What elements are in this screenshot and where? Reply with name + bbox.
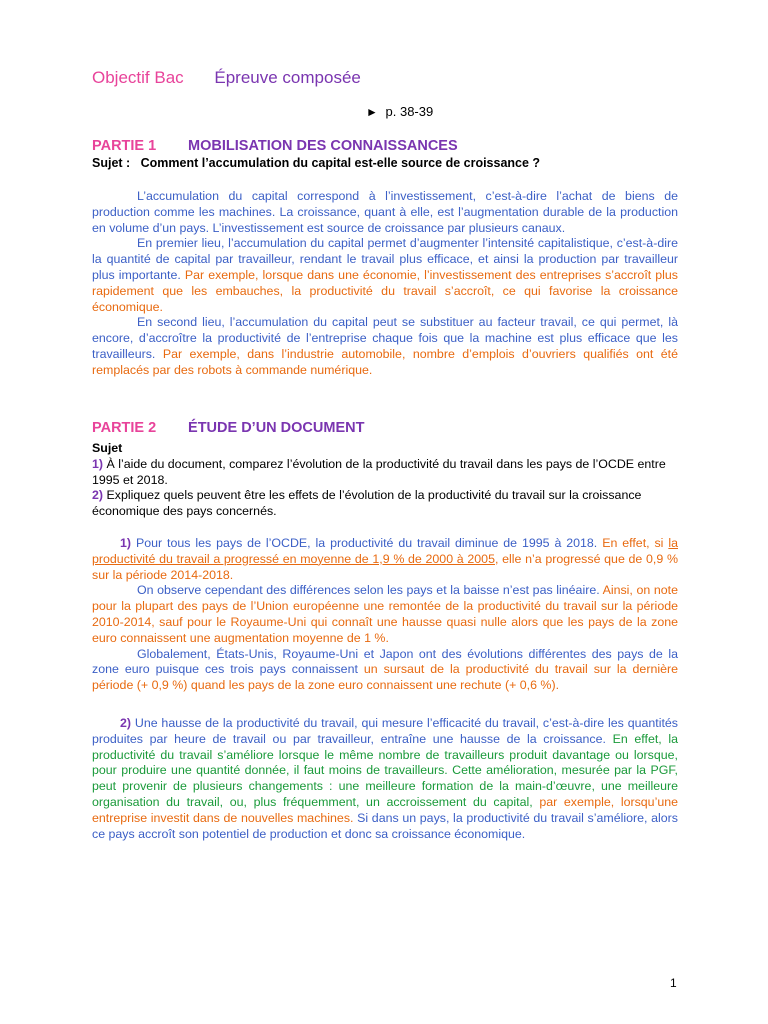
part2-heading bbox=[92, 420, 364, 436]
part1-p3-orange: Par exemple, dans l’industrie automobile, nombre d’emplois d’ouvriers qualifiés ont été remplacés par des robots à commande numérique. bbox=[92, 346, 678, 377]
answer-1 bbox=[92, 536, 678, 694]
objectif-bac-title: Objectif Bac bbox=[92, 68, 184, 87]
part1-subject bbox=[92, 156, 540, 170]
question-2-number: 2) bbox=[92, 488, 104, 503]
part1-p2-orange: Par exemple, lorsque dans une économie, l’investissement des entreprises s’accroît plus rapidement que les embauches, la productivité du travail s’accroît, ce qui favorise la croissance économique. bbox=[92, 267, 679, 314]
part1-paragraph-2 bbox=[92, 236, 678, 315]
part1-p2-blue: En premier lieu, l’accumulation du capital permet d’augmenter l’intensité capitalistique, c’est-à-dire la quantité de capital par travailleur, rendant le travail plus efficace, et ainsi la production par travailleur plus importante. bbox=[92, 236, 678, 282]
part1-heading bbox=[92, 138, 458, 154]
answer-2 bbox=[92, 716, 678, 842]
page-reference bbox=[366, 104, 433, 119]
question-1 bbox=[92, 457, 678, 489]
answer-1-p3-blue: Globalement, États-Unis, Royaume-Uni et Japon ont des évolutions différentes des pays de la zone euro puisque ces trois pays connaissent bbox=[92, 646, 678, 677]
question-1-number: 1) bbox=[92, 456, 104, 471]
part2-subject-label: Sujet bbox=[92, 441, 123, 455]
part1-paragraph-3 bbox=[92, 315, 678, 378]
answer-2-orange: par exemple, lorsqu’une entreprise investit dans de nouvelles machines. bbox=[92, 794, 678, 825]
answer-1-blue: Pour tous les pays de l’OCDE, la productivité du travail diminue de 1995 à 2018. bbox=[135, 536, 598, 550]
answer-1-paragraph-1 bbox=[92, 536, 678, 583]
answer-2-blue-2: Si dans un pays, la productivité du travail s’améliore, alors ce pays accroît son potentiel de production et donc sa croissance économique. bbox=[92, 810, 678, 841]
answer-1-orange: En effet, si bbox=[602, 536, 664, 550]
question-2-text: Expliquez quels peuvent être les effets de l’évolution de la productivité du travail sur la croissance économique des pays concernés. bbox=[92, 488, 642, 519]
answer-1-number: 1) bbox=[120, 536, 132, 550]
page-reference-text: p. 38-39 bbox=[385, 104, 434, 119]
answer-1-p2-blue: On observe cependant des différences selon les pays et la baisse n’est pas linéaire. bbox=[137, 583, 600, 598]
answer-2-blue: Une hausse de la productivité du travail, qui mesure l’efficacité du travail, c’est-à-dire les quantités produites par heure de travail ou par travailleur, entraîne une hausse de la croissance. bbox=[92, 716, 678, 746]
answer-1-p2-orange: Ainsi, on note pour la plupart des pays de l’Union européenne une remontée de la productivité du travail sur la période 2010-2014, sauf pour le Royaume-Uni qui connaît une hausse quasi nulle alors que les pays de la zone euro connaissent une augmentation moyenne de 1 %. bbox=[92, 583, 678, 645]
part1-title: MOBILISATION DES CONNAISSANCES bbox=[188, 138, 458, 154]
right-arrow-icon: ► bbox=[366, 105, 378, 119]
question-1-text: À l’aide du document, comparez l’évolution de la productivité du travail dans les pays de l’OCDE entre 1995 et 2018. bbox=[92, 456, 666, 487]
answer-2-green: En effet, la productivité du travail s’améliore lorsque le même nombre de travailleurs produit davantage ou lorsque, pour produire une quantité donnée, il faut moins de travailleurs. Cette amélioration, mesurée par la PGF, peut provenir de plusieurs changements : une meilleure formation de la main-d’œuvre, une meilleure organisation du travail, ou, plus fréquemment, un accroissement du capital, bbox=[92, 731, 678, 809]
answer-1-p3-orange: un sursaut de la productivité du travail sur la dernière période (+ 0,9 %) quand les pays de la zone euro connaissent une rechute (+ 0,6 %). bbox=[92, 662, 679, 693]
part1-paragraph-1: L’accumulation du capital correspond à l’investissement, c’est-à-dire l’achat de biens de production comme les machines. La croissance, quant à elle, est l’augmentation durable de la production en volume d’un pays. L’investissement est source de croissance par plusieurs canaux. bbox=[92, 189, 678, 235]
answer-1-underlined: la productivité du travail a progressé en moyenne de 1,9 % de 2000 à 2005 bbox=[92, 536, 679, 566]
epreuve-title: Épreuve composée bbox=[214, 68, 361, 87]
part2-number: PARTIE 2 bbox=[92, 420, 157, 436]
answer-2-paragraph bbox=[92, 716, 678, 842]
part1-p3-blue: En second lieu, l’accumulation du capital peut se substituer au facteur travail, ce qui permet, là encore, d’accroître la productivité de l’entreprise chaque fois que la machine est plus efficace que les travailleurs. bbox=[92, 315, 678, 361]
answer-2-number: 2) bbox=[120, 716, 132, 730]
answer-1-paragraph-3 bbox=[92, 647, 678, 694]
part1-subject-label: Sujet : bbox=[92, 156, 131, 170]
part2-questions bbox=[92, 441, 678, 520]
question-2 bbox=[92, 488, 678, 520]
part1-answer bbox=[92, 189, 678, 379]
part2-title: ÉTUDE D’UN DOCUMENT bbox=[188, 420, 365, 436]
page-header bbox=[92, 68, 361, 88]
page-number: 1 bbox=[670, 976, 677, 990]
part1-subject-text: Comment l’accumulation du capital est-elle source de croissance ? bbox=[140, 156, 541, 170]
part1-number: PARTIE 1 bbox=[92, 138, 157, 154]
answer-1-orange-2: , elle n’a progressé que de 0,9 % sur la période 2014-2018. bbox=[92, 551, 678, 582]
answer-1-paragraph-2 bbox=[92, 583, 678, 646]
